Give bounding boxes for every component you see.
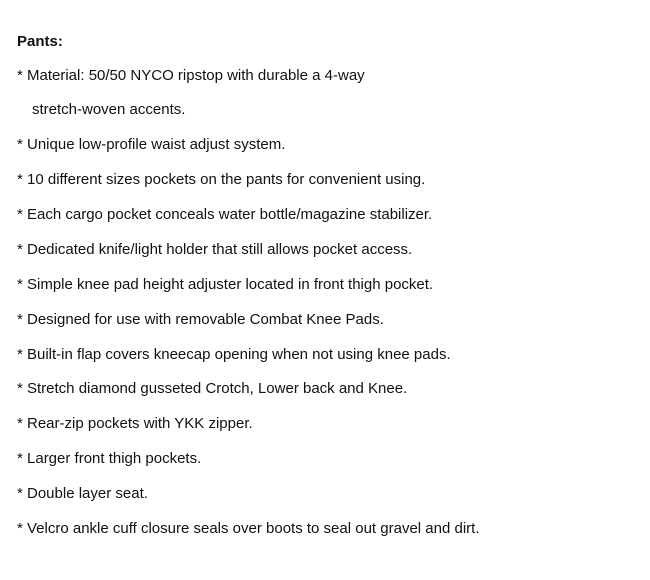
spec-line-knee-pad-adjuster: * Simple knee pad height adjuster located in front thigh pocket. xyxy=(17,276,434,293)
spec-line-material-continued: stretch-woven accents. xyxy=(32,101,186,118)
spec-line-knife-holder: * Dedicated knife/light holder that still allows pocket access. xyxy=(17,241,413,258)
spec-line-ankle-cuff: * Velcro ankle cuff closure seals over boots to seal out gravel and dirt. xyxy=(17,520,480,537)
spec-line-pocket-sizes: * 10 different sizes pockets on the pants for convenient using. xyxy=(17,171,426,188)
spec-line-combat-knee-pads: * Designed for use with removable Combat Knee Pads. xyxy=(17,311,384,328)
spec-line-kneecap-flap: * Built-in flap covers kneecap opening when not using knee pads. xyxy=(17,346,451,363)
spec-line-waist-adjust: * Unique low-profile waist adjust system. xyxy=(17,136,286,153)
spec-line-gusseted-crotch: * Stretch diamond gusseted Crotch, Lower back and Knee. xyxy=(17,380,408,397)
spec-line-rear-zip-pockets: * Rear-zip pockets with YKK zipper. xyxy=(17,415,253,432)
spec-line-thigh-pockets: * Larger front thigh pockets. xyxy=(17,450,202,467)
spec-line-material: * Material: 50/50 NYCO ripstop with durable a 4-way xyxy=(17,67,365,84)
spec-line-cargo-pocket: * Each cargo pocket conceals water bottle/magazine stabilizer. xyxy=(17,206,433,223)
section-title: Pants: xyxy=(17,33,63,50)
spec-line-double-seat: * Double layer seat. xyxy=(17,485,148,502)
